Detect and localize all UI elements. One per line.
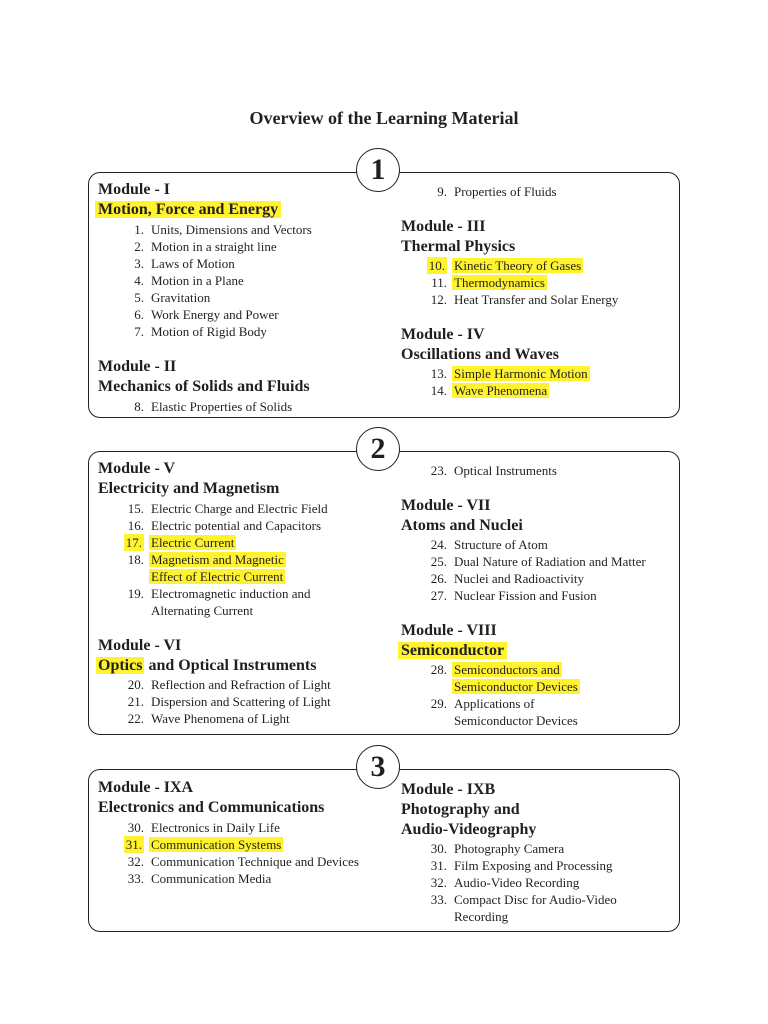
module-9b-heading xyxy=(401,780,536,840)
list-item: 22. Wave Phenomena of Light xyxy=(127,711,290,726)
list-item: 4. Motion in a Plane xyxy=(134,273,244,288)
module-4-heading xyxy=(401,325,559,365)
list-item: 26. Nuclei and Radioactivity xyxy=(430,571,584,586)
module-title: Mechanics of Solids and Fluids xyxy=(98,378,310,395)
list-item: Semiconductor Devices xyxy=(454,713,578,728)
list-item: 33. Compact Disc for Audio-Video xyxy=(430,892,617,907)
list-item: 30. Photography Camera xyxy=(430,841,565,856)
module-6-heading xyxy=(98,636,316,676)
list-item: 32. Audio-Video Recording xyxy=(430,875,580,890)
module-2-continued-items xyxy=(437,183,557,200)
module-2-heading xyxy=(98,357,310,397)
list-item: 31. Communication Systems xyxy=(125,837,282,852)
module-label: Module - IXA xyxy=(98,779,194,796)
module-label: Module - V xyxy=(98,460,176,477)
module-1-heading xyxy=(98,180,281,220)
module-title: Semiconductor xyxy=(401,641,507,661)
module-label: Module - III xyxy=(401,218,486,235)
list-item: 29. Applications of xyxy=(430,696,535,711)
list-item: 28. Semiconductors and xyxy=(430,662,560,677)
module-title: Photography and xyxy=(401,801,520,818)
list-item: 2. Motion in a straight line xyxy=(134,239,277,254)
list-item: 17. Electric Current xyxy=(125,535,235,550)
list-item: Effect of Electric Current xyxy=(151,569,284,584)
list-item: 19. Electromagnetic induction and xyxy=(127,586,311,601)
module-3-items xyxy=(428,257,619,308)
list-item: 8. Elastic Properties of Solids xyxy=(134,399,293,414)
module-label: Module - VI xyxy=(98,637,182,654)
module-5-heading xyxy=(98,459,279,499)
list-item: 32. Communication Technique and Devices xyxy=(127,854,359,869)
module-6-continued-items xyxy=(430,462,557,479)
section-number-3: 3 xyxy=(356,745,400,789)
module-title: Thermal Physics xyxy=(401,238,516,255)
page-title: Overview of the Learning Material xyxy=(249,108,519,128)
list-item: Recording xyxy=(454,909,509,924)
module-1-items xyxy=(134,221,312,340)
list-item: 3. Laws of Motion xyxy=(134,256,235,271)
module-title: Electronics and Communications xyxy=(98,799,325,816)
list-item: 18. Magnetism and Magnetic xyxy=(127,552,284,567)
module-3-heading xyxy=(401,217,515,257)
module-9b-items xyxy=(430,840,617,925)
module-title: Electricity and Magnetism xyxy=(98,480,280,497)
module-label: Module - VII xyxy=(401,497,491,514)
module-7-items xyxy=(430,536,646,604)
module-8-items xyxy=(430,661,580,729)
list-item: 16. Electric potential and Capacitors xyxy=(127,518,322,533)
module-label: Module - VIII xyxy=(401,622,497,639)
list-item: 24. Structure of Atom xyxy=(430,537,548,552)
section-number-2: 2 xyxy=(356,427,400,471)
module-title: Optics and Optical Instruments xyxy=(98,657,317,674)
module-6-items xyxy=(127,676,331,727)
module-2-items xyxy=(134,398,293,415)
module-7-heading xyxy=(401,496,523,536)
list-item: 27. Nuclear Fission and Fusion xyxy=(430,588,597,603)
list-item: 23. Optical Instruments xyxy=(430,463,557,478)
module-title-line-2: Audio-Videography xyxy=(401,821,537,838)
module-title: Motion, Force and Energy xyxy=(98,200,281,220)
section-number-1: 1 xyxy=(356,148,400,192)
list-item: 1. Units, Dimensions and Vectors xyxy=(134,222,312,237)
module-9a-items xyxy=(125,819,359,887)
list-item: 9. Properties of Fluids xyxy=(437,184,557,199)
module-label: Module - I xyxy=(98,181,170,198)
module-8-heading xyxy=(401,621,507,661)
list-item: 12. Heat Transfer and Solar Energy xyxy=(430,292,619,307)
module-9a-heading xyxy=(98,778,324,818)
list-item: 25. Dual Nature of Radiation and Matter xyxy=(430,554,646,569)
list-item: 21. Dispersion and Scattering of Light xyxy=(127,694,331,709)
list-item: 15. Electric Charge and Electric Field xyxy=(127,501,328,516)
module-5-items xyxy=(125,500,328,619)
list-item: 5. Gravitation xyxy=(134,290,211,305)
list-item: 31. Film Exposing and Processing xyxy=(430,858,613,873)
list-item: 30. Electronics in Daily Life xyxy=(127,820,280,835)
module-title: Oscillations and Waves xyxy=(401,346,559,363)
module-title: Atoms and Nuclei xyxy=(401,517,523,534)
list-item: 10. Kinetic Theory of Gases xyxy=(428,258,582,273)
module-label: Module - IV xyxy=(401,326,485,343)
module-label: Module - II xyxy=(98,358,177,375)
list-item: 13. Simple Harmonic Motion xyxy=(430,366,588,381)
list-item: 33. Communication Media xyxy=(127,871,272,886)
module-4-items xyxy=(430,365,590,399)
list-item: 14. Wave Phenomena xyxy=(430,383,548,398)
list-item: Semiconductor Devices xyxy=(454,679,578,694)
module-label: Module - IXB xyxy=(401,781,496,798)
list-item: 11. Thermodynamics xyxy=(431,275,545,290)
list-item: 7. Motion of Rigid Body xyxy=(134,324,267,339)
list-item: 6. Work Energy and Power xyxy=(134,307,279,322)
list-item: 20. Reflection and Refraction of Light xyxy=(127,677,331,692)
list-item: Alternating Current xyxy=(151,603,254,618)
